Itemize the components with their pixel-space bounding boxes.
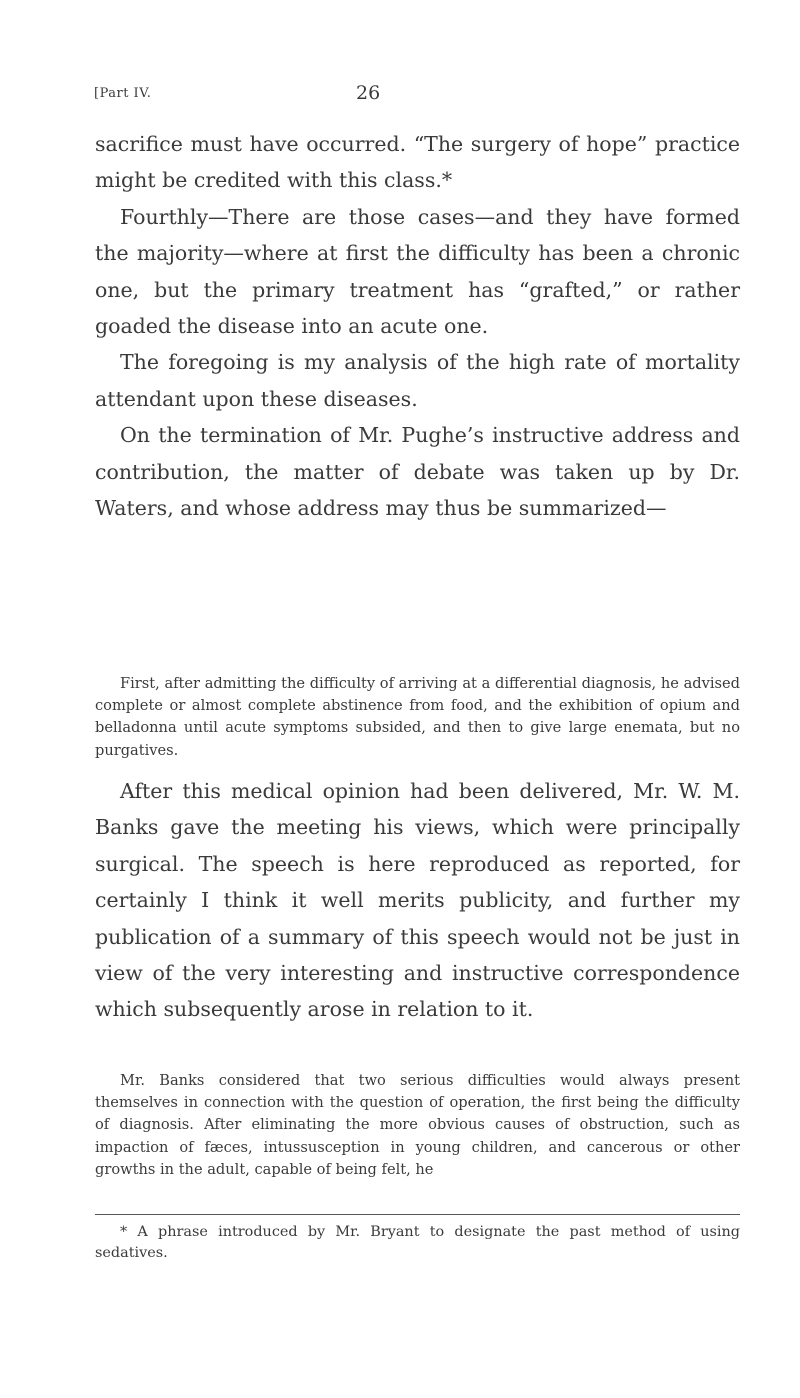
running-head — [94, 82, 454, 112]
paragraph-waters-summary: First, after admitting the difficulty of arriving at a differential diagnosis, he advised complete or almost complete abstinence from food, and the exhibition of opium and belladonna until acute symptoms subsided, and then to give large enemata, but no purgatives. — [95, 675, 740, 759]
summary-block-waters — [95, 673, 740, 762]
footnote-divider — [95, 1214, 740, 1215]
paragraph-termination: On the termination of Mr. Pughe’s instructive address and contribution, the matter of debate was taken up by Dr. Waters, and whose address may thus be summarized— — [95, 423, 740, 521]
paragraph-analysis: The foregoing is my analysis of the high rate of mortality attendant upon these diseases. — [95, 350, 740, 411]
paragraph-banks-speech: Mr. Banks considered that two serious difficulties would always present themselves in connection with the question of operation, the first being the difficulty of diagnosis. After eliminating the more obvious causes of obstruction, such as impaction of fæces, intussusception in young children, and cancerous or other growths in the adult, capable of being felt, he — [95, 1072, 740, 1178]
quoted-speech-block — [95, 1070, 740, 1181]
main-text-block-2 — [95, 773, 740, 1028]
page-number: 26 — [356, 82, 381, 104]
paragraph-continuation: sacrifice must have occurred. “The surgery of hope” practice might be credited with this class.* — [95, 132, 740, 193]
paragraph-fourthly: Fourthly—There are those cases—and they have formed the majority—where at first the difficulty has been a chronic one, but the primary treatment has “grafted,” or rather goaded the disease into an acute one. — [95, 204, 740, 339]
footnote: * A phrase introduced by Mr. Bryant to designate the past method of using sedatives. — [95, 1224, 740, 1261]
paragraph-banks-intro: After this medical opinion had been delivered, Mr. W. M. Banks gave the meeting his views, which were principally surgical. The speech is here reproduced as reported, for certainly I think it well merits publicity, and further my publication of a summary of this speech would not be just in view of the very interesting and instructive correspondence which subsequently arose in relation to it. — [95, 779, 740, 1022]
main-text-block-1 — [95, 126, 740, 526]
part-label: [Part IV. — [94, 86, 152, 101]
